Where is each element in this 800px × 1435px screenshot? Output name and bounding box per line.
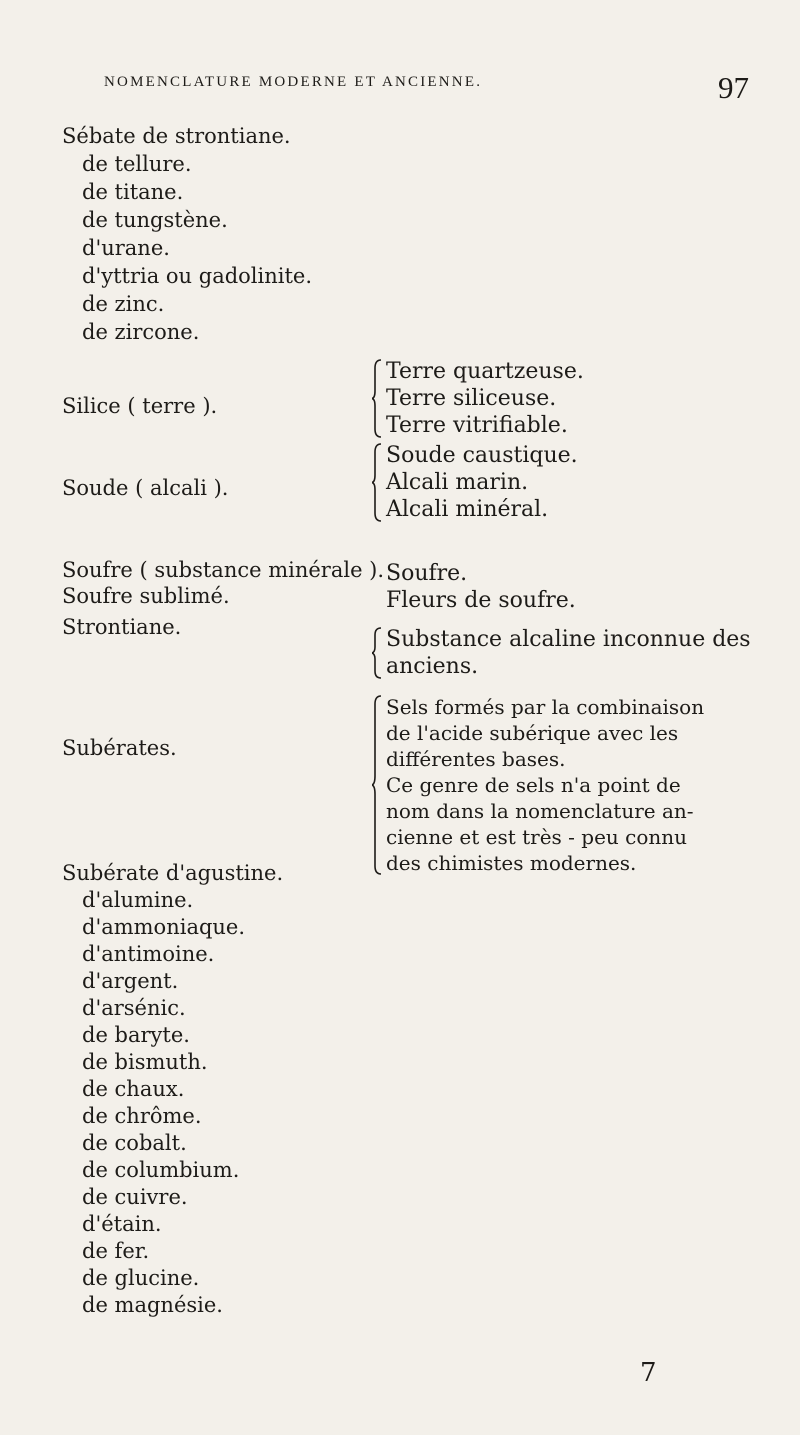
entry-soufre-ancient [386,560,576,614]
list-item: de magnésie. [82,1293,223,1317]
entry-silice-modern: Silice ( terre ). [62,394,218,418]
list-item: Alcali minéral. [386,497,549,522]
list-item: d'yttria ou gadolinite. [82,264,313,288]
entry-silice-ancient [372,358,584,439]
entry-strontiane-modern: Strontiane. [62,615,182,639]
list-item: de baryte. [82,1023,190,1047]
list-item: nom dans la nomenclature an- [386,799,694,823]
list-item: de bismuth. [82,1050,208,1074]
list-item: de cobalt. [82,1131,187,1155]
list-item: d'urane. [82,236,170,260]
entry-soude-modern: Soude ( alcali ). [62,476,229,500]
entry-soude-ancient [372,442,578,523]
list-item: Sébate de strontiane. [62,124,291,148]
signature-mark: 7 [640,1358,657,1388]
list-item: cienne et est très - peu connu [386,825,688,849]
list-item: Substance alcaline inconnue des [386,627,751,652]
list-item: Soude caustique. [386,443,578,468]
list-item: de tungstène. [82,208,228,232]
list-item: d'arsénic. [82,996,186,1020]
brace-icon [372,626,382,680]
list-item: de fer. [82,1239,150,1263]
list-item: de chaux. [82,1077,185,1101]
list-item: d'ammoniaque. [82,915,246,939]
entry-strontiane-ancient [372,626,751,680]
running-head: NOMENCLATURE MODERNE ET ANCIENNE. [104,74,483,90]
list-item: Ce genre de sels n'a point de [386,773,681,797]
list-item: Terre quartzeuse. [386,359,584,384]
list-item: Subérate d'agustine. [62,861,284,885]
page-number: 97 [718,70,749,105]
list-item: anciens. [386,654,479,679]
list-item: des chimistes modernes. [386,851,637,875]
suberate-list [62,860,283,1319]
brace-icon [372,694,382,876]
list-item: de tellure. [82,152,192,176]
sebate-list [62,122,312,346]
list-item: différentes bases. [386,747,566,771]
list-item: Sels formés par la combinaison [386,695,705,719]
list-item: de zinc. [82,292,165,316]
list-item: de titane. [82,180,184,204]
list-item: de l'acide subérique avec les [386,721,679,745]
list-item: d'antimoine. [82,942,215,966]
brace-icon [372,358,382,439]
list-item: de chrôme. [82,1104,202,1128]
list-item: de columbium. [82,1158,240,1182]
list-item: d'argent. [82,969,179,993]
list-item: d'alumine. [82,888,194,912]
entry-suberates-modern: Subérates. [62,736,177,760]
list-item: de glucine. [82,1266,200,1290]
entry-soufre-modern: Soufre ( substance minérale ). Soufre sublimé. [62,558,385,608]
brace-icon [372,442,382,523]
list-item: Soufre. [386,561,468,586]
list-item: d'étain. [82,1212,162,1236]
list-item: Terre vitrifiable. [386,413,568,438]
list-item: Alcali marin. [386,470,529,495]
entry-suberates-ancient [372,694,704,876]
list-item: de zircone. [82,320,200,344]
list-item: Terre siliceuse. [386,386,557,411]
list-item: de cuivre. [82,1185,188,1209]
list-item: Fleurs de soufre. [386,588,576,613]
